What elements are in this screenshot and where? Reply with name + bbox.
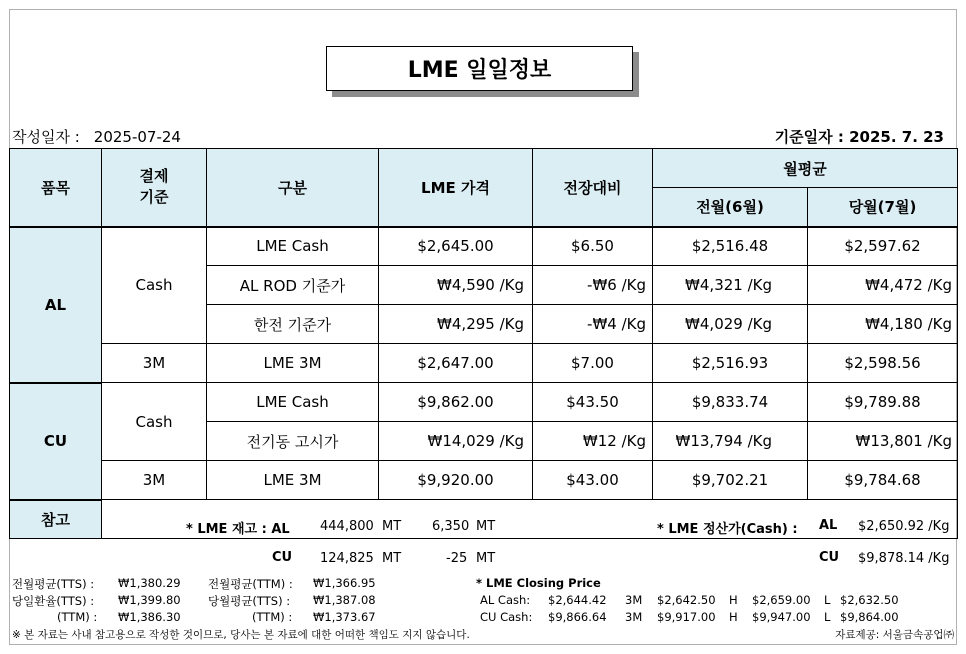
settle-cash-cu: Cash xyxy=(102,383,207,461)
cur-month-cell: $9,784.68 xyxy=(808,461,958,500)
closing-al-3m-label: 3M xyxy=(625,593,643,607)
closing-cu-cash: $9,866.64 xyxy=(548,610,607,624)
change-cell: $6.50 xyxy=(533,227,653,266)
prev-month-cell: ₩4,321 /Kg xyxy=(653,266,808,305)
closing-al-3m: $2,642.50 xyxy=(657,593,716,607)
cu-inventory-label: CU xyxy=(272,550,293,565)
footer-value: ₩1,373.67 xyxy=(313,610,376,624)
change-cell: -₩4 /Kg xyxy=(533,305,653,344)
base-date: 기준일자 : 2025. 7. 23 xyxy=(774,128,944,146)
header-cur-month: 당월(7월) xyxy=(808,188,958,227)
header-prev-month: 전월(6월) xyxy=(653,188,808,227)
reference-label: 참고 xyxy=(10,500,102,539)
header-lme-price: LME 가격 xyxy=(379,149,533,227)
cur-month-cell: $9,789.88 xyxy=(808,383,958,422)
written-date-value: 2025-07-24 xyxy=(93,128,181,146)
price-cell: $2,647.00 xyxy=(379,344,533,383)
cur-month-cell: ₩4,180 /Kg xyxy=(808,305,958,344)
item-cu: CU xyxy=(10,383,102,500)
cu-stock-unit: MT xyxy=(382,551,402,566)
footer-label: 전월평균(TTS) : xyxy=(12,577,95,591)
footer-value: ₩1,399.80 xyxy=(118,593,181,607)
closing-cu-l: $9,864.00 xyxy=(840,610,899,624)
table-row xyxy=(10,227,958,266)
closing-cu-h: $9,947.00 xyxy=(752,610,811,624)
settle-cu-value: $9,878.14 /Kg xyxy=(858,551,950,566)
inventory-label: * LME 재고 : AL xyxy=(186,522,290,537)
disclaimer: ※ 본 자료는 사내 참고용으로 작성한 것이므로, 당사는 본 자료에 대한 어떠한 책임도 지지 않습니다. xyxy=(12,629,470,641)
closing-cu-cash-label: CU Cash: xyxy=(480,610,533,624)
closing-al-h: $2,659.00 xyxy=(752,593,811,607)
price-cell: ₩4,295 /Kg xyxy=(379,305,533,344)
footer-label: (TTM) : xyxy=(252,610,293,624)
category-cell: LME 3M xyxy=(207,461,379,500)
header-settle xyxy=(102,149,207,227)
closing-al-h-label: H xyxy=(729,593,738,607)
header-settle-1: 결제 xyxy=(139,167,169,186)
reference-content xyxy=(102,500,958,566)
category-cell: LME Cash xyxy=(207,383,379,422)
al-stock-change: 6,350 xyxy=(432,519,470,534)
footer-label: 전월평균(TTM) : xyxy=(208,577,293,591)
prev-month-cell: ₩13,794 /Kg xyxy=(653,422,808,461)
closing-price-title: * LME Closing Price xyxy=(476,576,601,590)
written-date xyxy=(12,126,181,147)
footer-value: ₩1,386.30 xyxy=(118,610,181,624)
cu-stock-change: -25 xyxy=(446,551,468,566)
closing-cu-3m-label: 3M xyxy=(625,610,643,624)
settle-cash-al: Cash xyxy=(102,227,207,344)
footer-value: ₩1,366.95 xyxy=(313,576,376,590)
footer-label: (TTM) : xyxy=(57,610,98,624)
settle-cu-label: CU xyxy=(819,550,840,565)
closing-cu-h-label: H xyxy=(729,610,738,624)
footer-value: ₩1,387.08 xyxy=(313,593,376,607)
al-stock: 444,800 xyxy=(320,519,374,534)
cur-month-cell: ₩13,801 /Kg xyxy=(808,422,958,461)
price-cell: ₩14,029 /Kg xyxy=(379,422,533,461)
settle-price-label: * LME 정산가(Cash) : xyxy=(657,522,798,537)
al-stock-change-unit: MT xyxy=(476,519,496,534)
price-cell: $9,862.00 xyxy=(379,383,533,422)
change-cell: $43.50 xyxy=(533,383,653,422)
header-item: 품목 xyxy=(10,149,102,227)
price-cell: $2,645.00 xyxy=(379,227,533,266)
change-cell: ₩12 /Kg xyxy=(533,422,653,461)
page-title xyxy=(326,46,633,91)
table-row xyxy=(10,461,958,500)
category-cell: 한전 기준가 xyxy=(207,305,379,344)
header-settle-2: 기준 xyxy=(139,188,169,207)
prev-month-cell: $2,516.93 xyxy=(653,344,808,383)
cur-month-cell: $2,598.56 xyxy=(808,344,958,383)
cur-month-cell: $2,597.62 xyxy=(808,227,958,266)
price-cell: ₩4,590 /Kg xyxy=(379,266,533,305)
closing-cu-l-label: L xyxy=(824,610,831,624)
footer-label: 당월평균(TTS) : xyxy=(208,594,291,608)
header-change: 전장대비 xyxy=(533,149,653,227)
category-cell: LME Cash xyxy=(207,227,379,266)
closing-al-cash: $2,644.42 xyxy=(548,593,607,607)
title-text: LME 일일정보 xyxy=(407,58,552,83)
category-cell: AL ROD 기준가 xyxy=(207,266,379,305)
lme-table xyxy=(9,148,958,566)
item-al: AL xyxy=(10,227,102,383)
settle-3m-cu: 3M xyxy=(102,461,207,500)
written-date-label: 작성일자 : xyxy=(12,128,80,146)
category-cell: LME 3M xyxy=(207,344,379,383)
header-category: 구분 xyxy=(207,149,379,227)
settle-al-label: AL xyxy=(819,518,838,533)
cu-stock-change-unit: MT xyxy=(476,551,496,566)
change-cell: $43.00 xyxy=(533,461,653,500)
closing-al-l-label: L xyxy=(824,593,831,607)
closing-al-l: $2,632.50 xyxy=(840,593,899,607)
footer-label: 당일환율(TTS) : xyxy=(12,594,95,608)
closing-al-cash-label: AL Cash: xyxy=(480,593,531,607)
change-cell: -₩6 /Kg xyxy=(533,266,653,305)
header-monthly-avg: 월평균 xyxy=(653,149,958,188)
category-cell: 전기동 고시가 xyxy=(207,422,379,461)
table-row xyxy=(10,383,958,422)
closing-cu-3m: $9,917.00 xyxy=(657,610,716,624)
settle-al-value: $2,650.92 /Kg xyxy=(858,519,950,534)
al-stock-unit: MT xyxy=(382,519,402,534)
prev-month-cell: $9,833.74 xyxy=(653,383,808,422)
footer-value: ₩1,380.29 xyxy=(118,576,181,590)
prev-month-cell: $2,516.48 xyxy=(653,227,808,266)
data-source: 자료제공: 서울금속공업㈜ xyxy=(835,629,954,641)
price-cell: $9,920.00 xyxy=(379,461,533,500)
change-cell: $7.00 xyxy=(533,344,653,383)
settle-3m-al: 3M xyxy=(102,344,207,383)
cur-month-cell: ₩4,472 /Kg xyxy=(808,266,958,305)
reference-row xyxy=(10,500,958,539)
cu-stock: 124,825 xyxy=(320,551,374,566)
prev-month-cell: ₩4,029 /Kg xyxy=(653,305,808,344)
table-row xyxy=(10,344,958,383)
prev-month-cell: $9,702.21 xyxy=(653,461,808,500)
